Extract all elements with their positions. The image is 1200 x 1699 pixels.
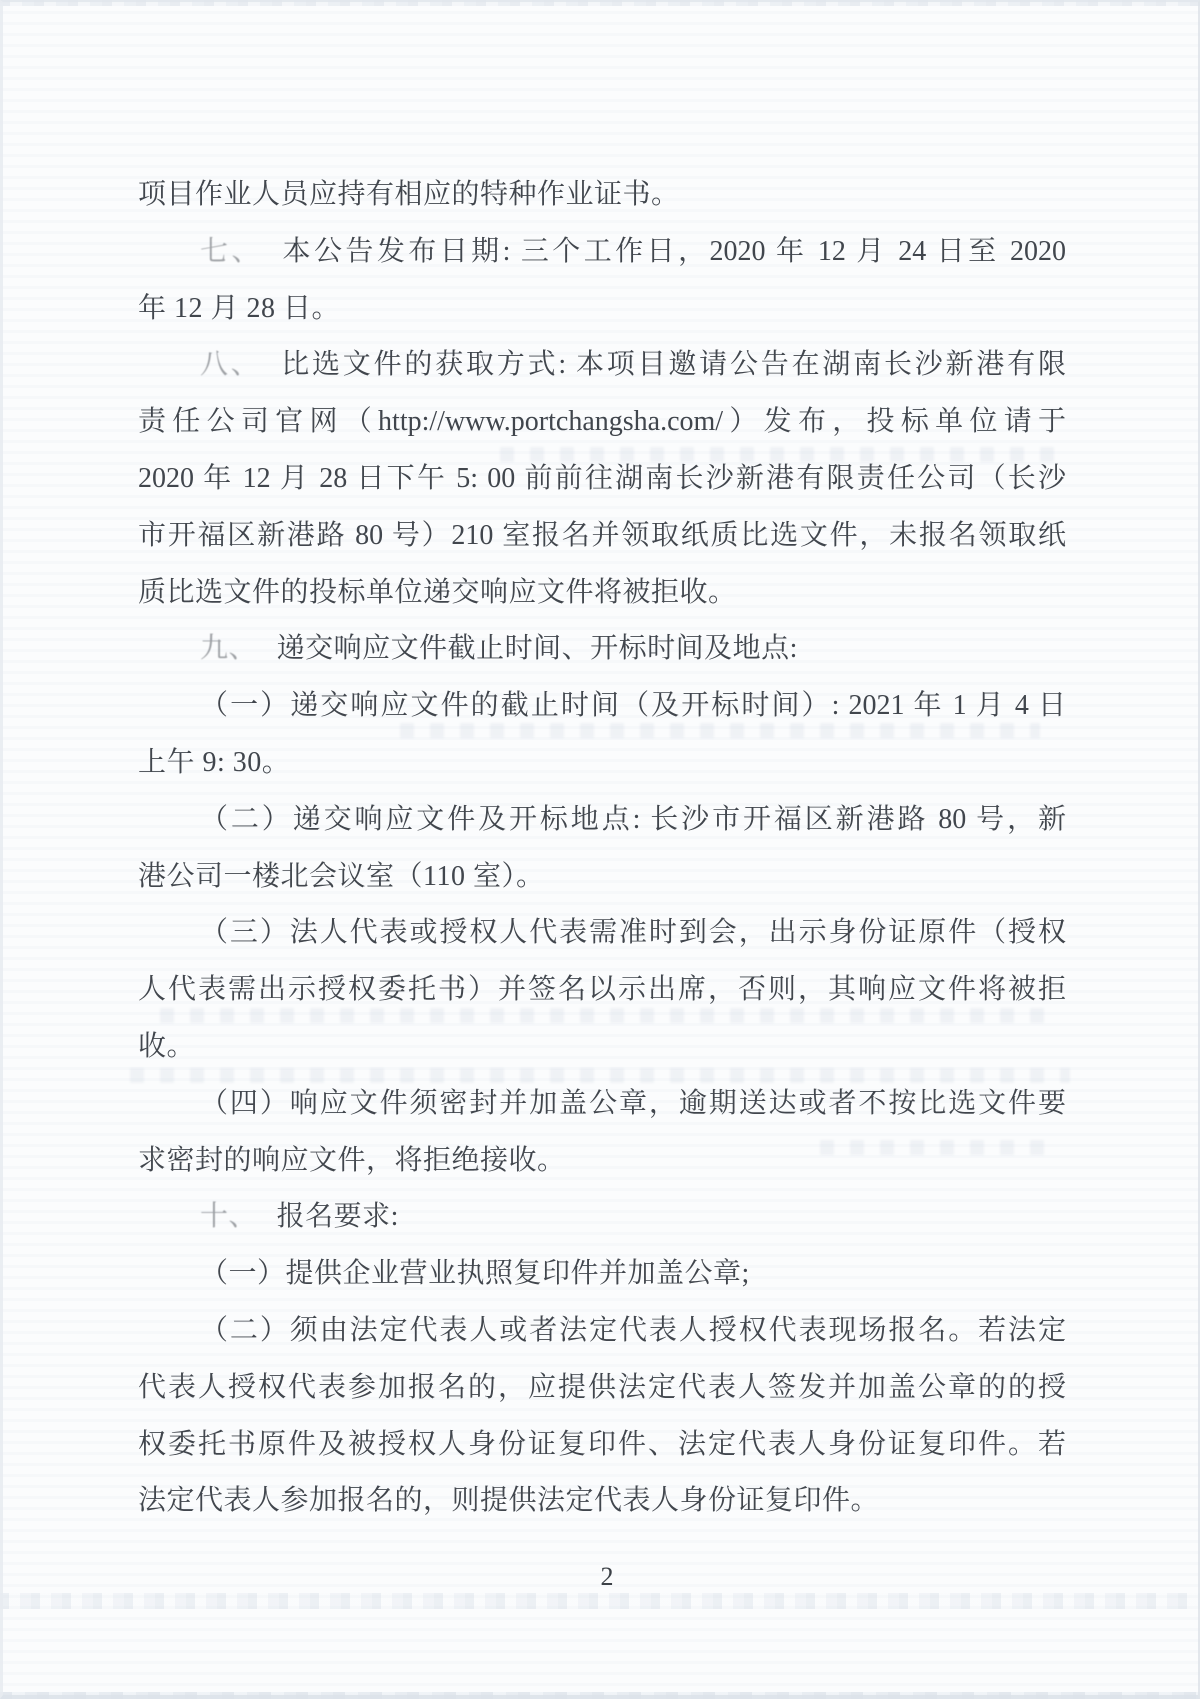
text-line [138, 167, 1066, 224]
text-line [138, 678, 1066, 735]
text-line [138, 451, 1066, 508]
line-text: 市开福区新港路 80 号）210 室报名并领取纸质比选文件，未报名领取纸 [138, 519, 1066, 551]
line-text: 代表人授权代表参加报名的，应提供法定代表人签发并加盖公章的的授 [138, 1371, 1066, 1403]
text-line [138, 1189, 1066, 1246]
text-line [138, 849, 1066, 906]
line-text: 2020 年 12 月 28 日下午 5: 00 前前往湖南长沙新港有限责任公司（长沙 [138, 462, 1066, 494]
line-text: 责任公司官网（http://www.portchangsha.com/）发布，投标单位请于 [138, 406, 1066, 438]
line-text: （一）递交响应文件的截止时间（及开标时间）: 2021 年 1 月 4 日 [200, 690, 1066, 722]
section-number-marker: 十、 [200, 1201, 258, 1233]
line-text: 质比选文件的投标单位递交响应文件将被拒收。 [138, 576, 737, 608]
text-line [138, 792, 1066, 849]
line-text: （二）递交响应文件及开标地点: 长沙市开福区新港路 80 号，新 [200, 803, 1066, 835]
text-line [138, 735, 1066, 792]
line-text: （三）法人代表或授权人代表需准时到会，出示身份证原件（授权 [200, 917, 1066, 949]
text-line [138, 1417, 1066, 1474]
text-line [138, 905, 1066, 962]
text-line [138, 337, 1066, 394]
line-text: （四）响应文件须密封并加盖公章，逾期送达或者不按比选文件要 [200, 1087, 1066, 1119]
page-number: 2 [600, 1562, 614, 1591]
line-text: 比选文件的获取方式: 本项目邀请公告在湖南长沙新港有限 [281, 349, 1066, 381]
section-number-marker: 九、 [200, 633, 258, 665]
line-text: 法定代表人参加报名的，则提供法定代表人身份证复印件。 [138, 1485, 880, 1517]
line-text: 年 12 月 28 日。 [138, 292, 341, 324]
text-line [138, 962, 1066, 1019]
text-line [138, 1360, 1066, 1417]
text-line [138, 1473, 1066, 1530]
scan-noise-band-bottom [0, 1692, 1200, 1699]
section-number-marker: 七、 [200, 235, 263, 267]
line-text: 上午 9: 30。 [138, 746, 291, 778]
line-text: 求密封的响应文件，将拒绝接收。 [138, 1144, 566, 1176]
document-body [138, 167, 1066, 1530]
line-text: 收。 [138, 1030, 196, 1062]
section-number-marker: 八、 [200, 349, 262, 381]
text-line [138, 394, 1066, 451]
line-text: 报名要求: [276, 1201, 399, 1233]
text-line [138, 281, 1066, 338]
text-line [138, 1246, 1066, 1303]
line-text: （二）须由法定代表人或者法定代表人授权代表现场报名。若法定 [200, 1314, 1066, 1346]
line-text: （一）提供企业营业执照复印件并加盖公章; [200, 1258, 750, 1290]
text-line [138, 621, 1066, 678]
text-line [138, 565, 1066, 622]
scan-noise-band-top [0, 0, 1200, 6]
line-text: 权委托书原件及被授权人身份证复印件、法定代表人身份证复印件。若 [138, 1428, 1066, 1460]
line-text: 递交响应文件截止时间、开标时间及地点: [276, 633, 798, 665]
line-text: 项目作业人员应持有相应的特种作业证书。 [138, 179, 680, 210]
text-line [138, 1019, 1066, 1076]
text-line [138, 1133, 1066, 1190]
text-line [138, 508, 1066, 565]
line-text: 本公告发布日期: 三个工作日，2020 年 12 月 24 日至 2020 [282, 235, 1066, 267]
text-line [138, 224, 1066, 281]
line-text: 人代表需出示授权委托书）并签名以示出席，否则，其响应文件将被拒 [138, 974, 1066, 1006]
text-line [138, 1303, 1066, 1360]
line-text: 港公司一楼北会议室（110 室）。 [138, 860, 545, 892]
text-line [138, 1076, 1066, 1133]
